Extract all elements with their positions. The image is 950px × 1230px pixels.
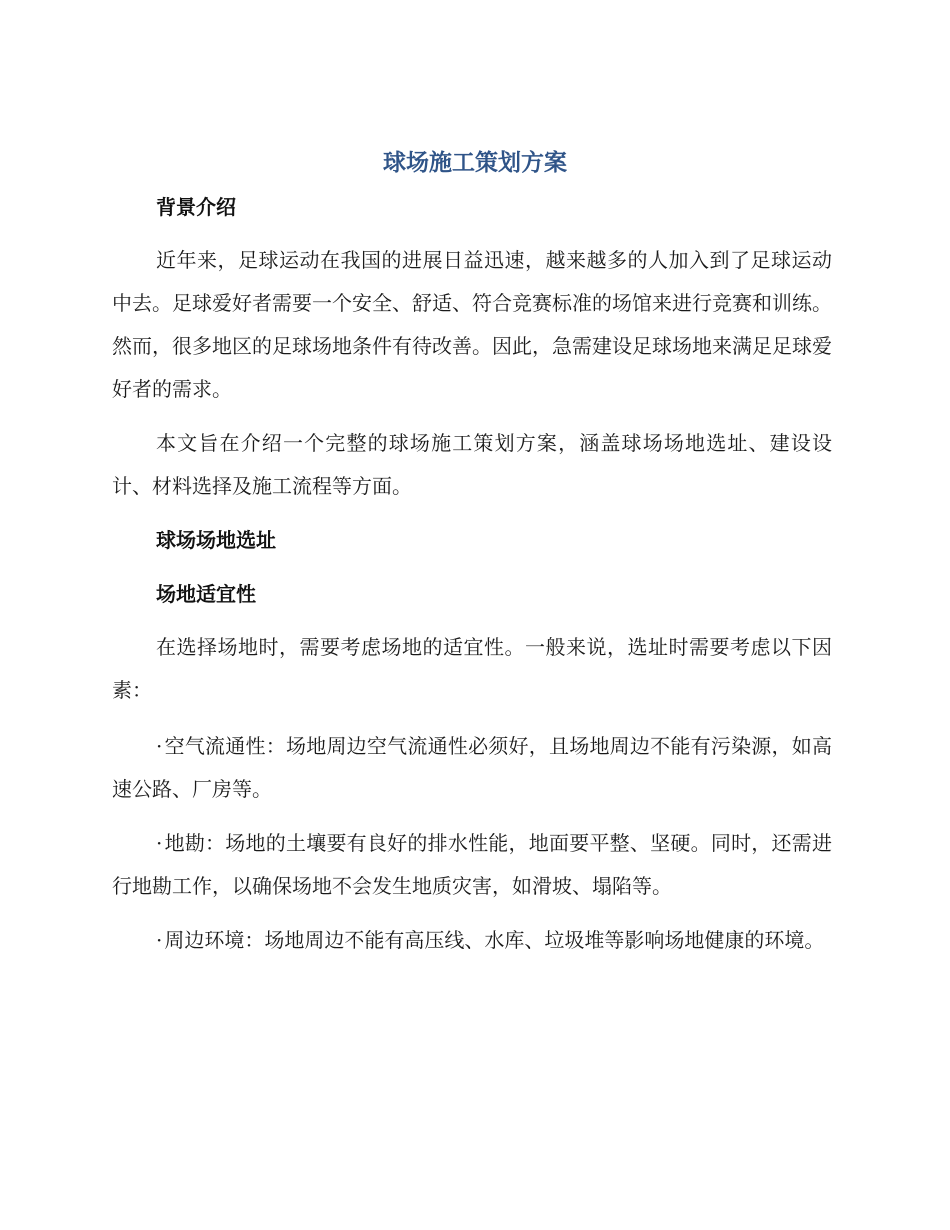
section-heading-suitability: 场地适宜性 [156,582,256,606]
section-heading-background: 背景介绍 [156,195,236,219]
bullet-item-environment [112,919,832,962]
paragraph-suitability-intro: 在选择场地时，需要考虑场地的适宜性。一般来说，选址时需要考虑以下因素： [112,635,832,702]
bullet-text: 地勘：场地的土壤要有良好的排水性能，地面要平整、坚硬。同时，还需进行地勘工作，以确保场地不会发生地质灾害，如滑坡、塌陷等。 [112,831,832,898]
bullet-text: 空气流通性：场地周边空气流通性必须好，且场地周边不能有污染源，如高速公路、厂房等。 [112,734,832,801]
bullet-item-survey [112,822,832,908]
page-title: 球场施工策划方案 [383,150,567,176]
bullet-text: 周边环境：场地周边不能有高压线、水库、垃圾堆等影响场地健康的环境。 [164,928,825,952]
bullet-item-air [112,725,832,811]
section-heading-site-selection: 球场场地选址 [156,528,276,552]
bullet-mark: · [156,928,163,952]
paragraph-background-1: 近年来，足球运动在我国的进展日益迅速，越来越多的人加入到了足球运动中去。足球爱好者需要一个安全、舒适、符合竞赛标准的场馆来进行竞赛和训练。然而，很多地区的足球场地条件有待改善。因此，急需建设足球场地来满足足球爱好者的需求。 [112,248,832,401]
bullet-mark: · [156,831,163,855]
bullet-mark: · [156,734,163,758]
paragraph-background-2: 本文旨在介绍一个完整的球场施工策划方案，涵盖球场场地选址、建设设计、材料选择及施工流程等方面。 [112,431,832,498]
